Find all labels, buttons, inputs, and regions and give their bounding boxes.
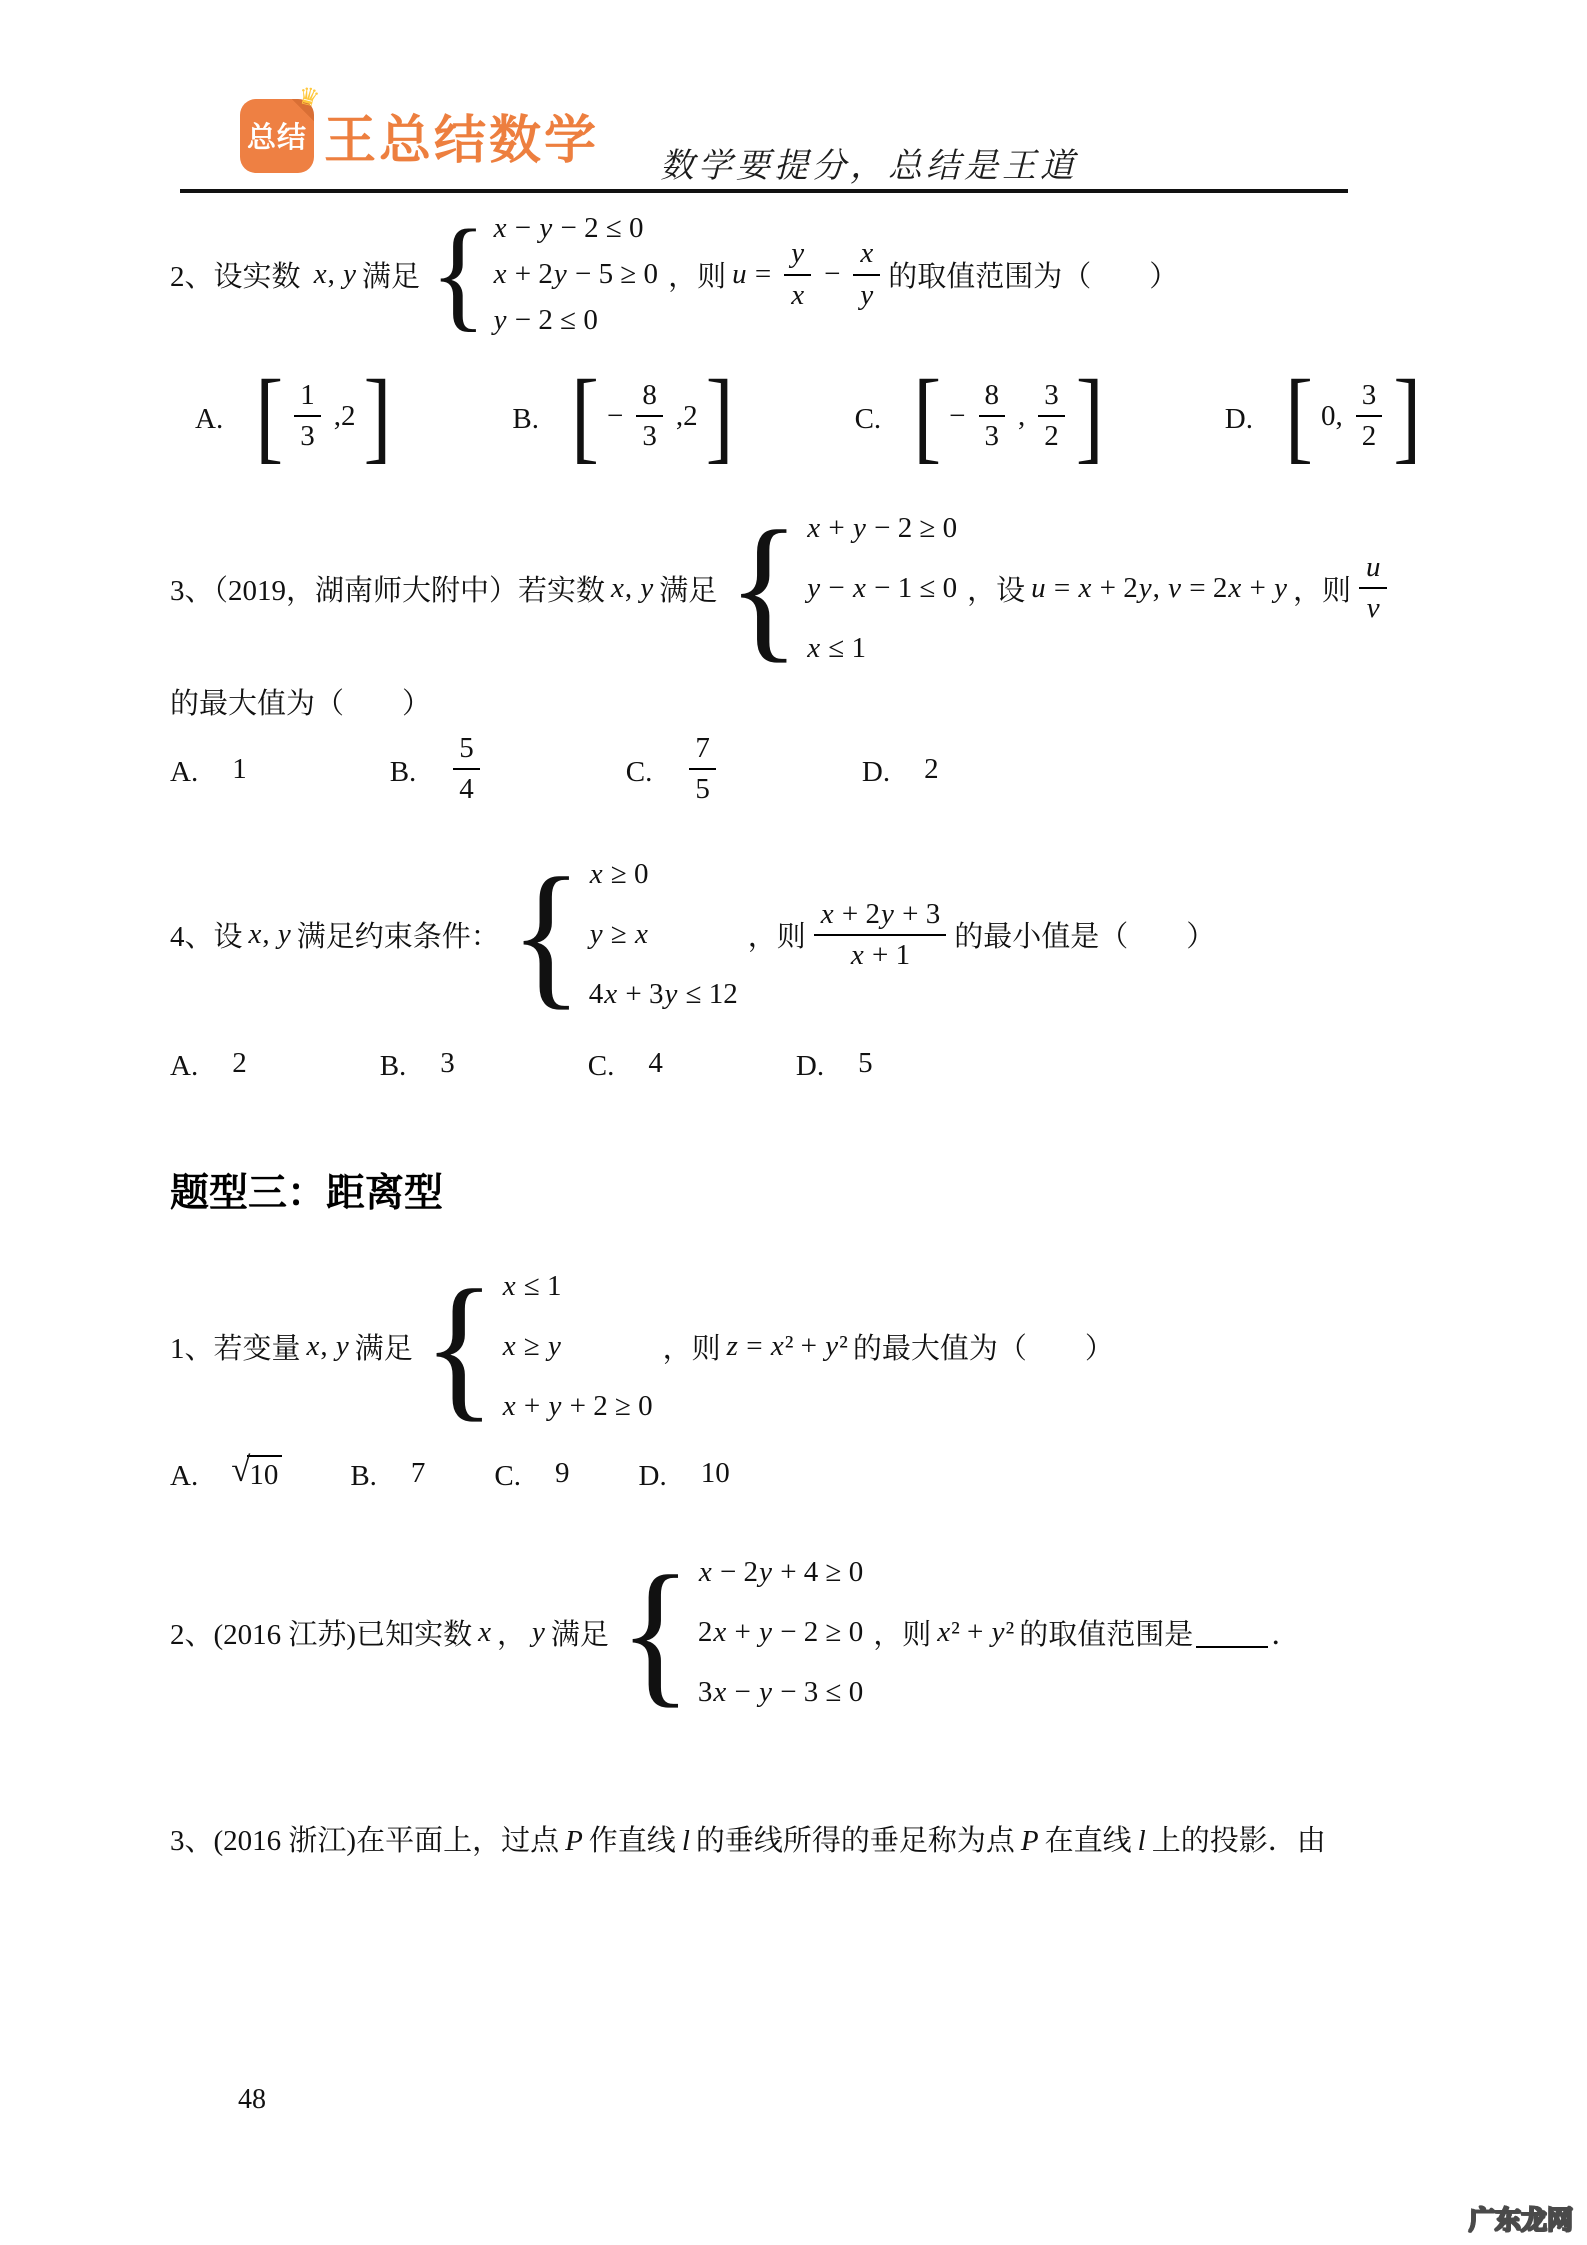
page-header xyxy=(0,0,1587,196)
s3-problem-1-option-a: A. √ 10 xyxy=(170,1453,286,1494)
brand-logo xyxy=(240,80,600,173)
problem-4: 4、设 x, y 满足约束条件： { x ≥ 0 y ≥ x 4x + 3y ≤ 12 ，则 $\frac{x + 2y + 3}{x + 1}$ 的最小值是（ ） xyxy=(170,845,1216,1024)
s3-problem-1-option-c: C. 9 xyxy=(494,1457,570,1493)
section3-problem-3: 3、(2016 浙江)在平面上，过点 P 作直线 l 的垂线所得的垂足称为点 P 在直线 l 上的投影．由 xyxy=(170,1825,1326,1858)
s3-problem-1-option-b: B. 7 xyxy=(350,1457,426,1493)
problem-3-option-a: A. 1 xyxy=(170,752,247,788)
problem-2-option-a: A. [ $\frac{1}{3}$ ,2 ] xyxy=(195,359,392,473)
problem-3-option-b: B. $\frac{5}{4}$ xyxy=(390,732,488,807)
problem-3-continuation: 的最大值为（ ） xyxy=(170,687,432,720)
header-slogan: 数学要提分，总结是王道 xyxy=(660,148,1078,185)
worksheet-content xyxy=(0,204,1587,1862)
problem-3-option-c: C. $\frac{7}{5}$ xyxy=(626,732,724,807)
brand-logo-icon xyxy=(240,80,324,173)
page-number: 48 xyxy=(238,2084,266,2115)
problem-3-option-d: D. 2 xyxy=(861,752,939,788)
problem-3-options xyxy=(170,732,1437,807)
problem-4-option-d: D. 5 xyxy=(795,1047,873,1083)
crown-icon: ♛ xyxy=(295,80,324,113)
problem-2: 2、设实数 x, y 满足 { x − y − 2 ≤ 0 x + 2y − 5 ≥ 0 y − 2 ≤ 0 ，则 u = $\frac{y}{x}$ − $\frac{x}{y}$ 的取值范围为（ ） xyxy=(170,204,1179,343)
logo-badge-text: 总结 xyxy=(246,122,307,154)
problem-2-option-d: D. [ 0, $\frac{3}{2}$ ] xyxy=(1224,359,1422,473)
section-heading: 题型三：距离型 xyxy=(170,1172,444,1216)
problem-2-option-b: B. [ − $\frac{8}{3}$ ,2 ] xyxy=(512,359,734,473)
problem-4-options xyxy=(170,1043,1437,1084)
problem-2-options xyxy=(195,359,1437,473)
logo-wordmark: 王总结数学 xyxy=(324,112,600,170)
problem-4-option-c: C. 4 xyxy=(587,1047,663,1083)
section3-problem-1-options xyxy=(170,1450,1437,1494)
s3-problem-1-option-d: D. 10 xyxy=(638,1457,730,1493)
watermark: 广东龙网 xyxy=(1468,2205,1573,2235)
problem-4-option-a: A. 2 xyxy=(170,1047,247,1083)
problem-3: 3、（2019，湖南师大附中）若实数 x, y 满足 { x + y − 2 ≥ 0 y − x − 1 ≤ 0 x ≤ 1 ，设 u = x + 2y, v = 2x + y ，则 $\frac{u}{v}$ xyxy=(170,512,1437,665)
header-divider xyxy=(180,189,1348,193)
problem-2-option-c: C. [ − $\frac{8}{3}$ , $\frac{3}{2}$ ] xyxy=(854,359,1104,473)
problem-4-option-b: B. 3 xyxy=(379,1047,455,1083)
section3-problem-2: 2、(2016 江苏)已知实数 x ， y 满足 { x − 2y + 4 ≥ 0 2x + y − 2 ≥ 0 3x − y − 3 ≤ 0 ，则 x² + y² 的取值范围是 ． xyxy=(170,1543,1301,1722)
section3-problem-1: 1、若变量 x, y 满足 { x ≤ 1 x ≥ y x + y + 2 ≥ 0 ，则 z = x² + y² 的最大值为（ ） xyxy=(170,1257,1114,1436)
